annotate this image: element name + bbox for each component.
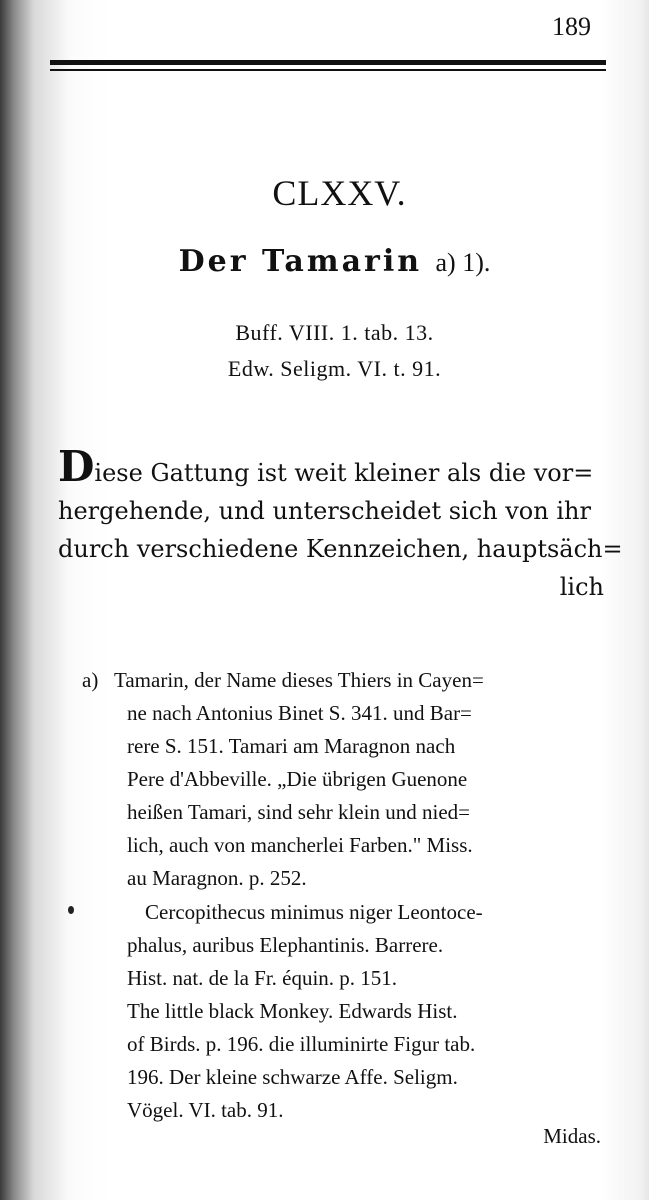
catchword: Midas. [543,1124,601,1148]
footnote-line: Vögel. VI. tab. 91. [127,1098,284,1122]
section-title-refs: a) 1). [435,248,491,277]
header-rule-thin [50,69,606,71]
footnote-line: lich, auch von mancherlei Farben." Miss. [127,833,473,857]
body-line: durch verschiedene Kennzeichen, hauptsäch= [58,535,623,563]
body-line: hergehende, und unterscheidet sich von ihr [58,497,591,525]
footnote-line: Cercopithecus minimus niger Leontoce- [145,900,483,924]
footnote-line: 196. Der kleine schwarze Affe. Seligm. [127,1065,458,1089]
footnote-line: ne nach Antonius Binet S. 341. und Bar= [127,701,472,725]
footnote-line: The little black Monkey. Edwards Hist. [127,999,458,1023]
section-title [0,244,649,279]
footnote-line: of Birds. p. 196. die illuminirte Figur tab. [127,1032,476,1056]
body-line: lich [559,573,604,601]
footnote-line: rere S. 151. Tamari am Maragnon nach [127,734,456,758]
footnote-line: heißen Tamari, sind sehr klein und nied= [127,800,470,824]
section-title-name: Der Tamarin [178,244,423,279]
footnote-line: au Maragnon. p. 252. [127,866,307,890]
reference-line: Buff. VIII. 1. tab. 13. [235,320,434,345]
body-line [58,442,604,492]
drop-cap: D [58,442,95,491]
footnote-line: Tamarin, der Name dieses Thiers in Cayen= [114,668,484,692]
chapter-number: CLXXV. [272,173,407,213]
body-line-text: iese Gattung ist weit kleiner als die vor= [94,459,594,487]
body-paragraph [58,442,623,606]
footnote-marker: a) [82,668,99,692]
footnote-line: phalus, auribus Elephantinis. Barrere. [127,933,444,957]
reference-line: Edw. Seligm. VI. t. 91. [227,356,442,381]
ink-speck [68,906,74,914]
header-rule-thick [50,60,606,65]
footnote-line: Pere d'Abbeville. „Die übrigen Guenone [127,767,468,791]
page-number: 189 [552,12,591,41]
footnote-line: Hist. nat. de la Fr. équin. p. 151. [127,966,398,990]
